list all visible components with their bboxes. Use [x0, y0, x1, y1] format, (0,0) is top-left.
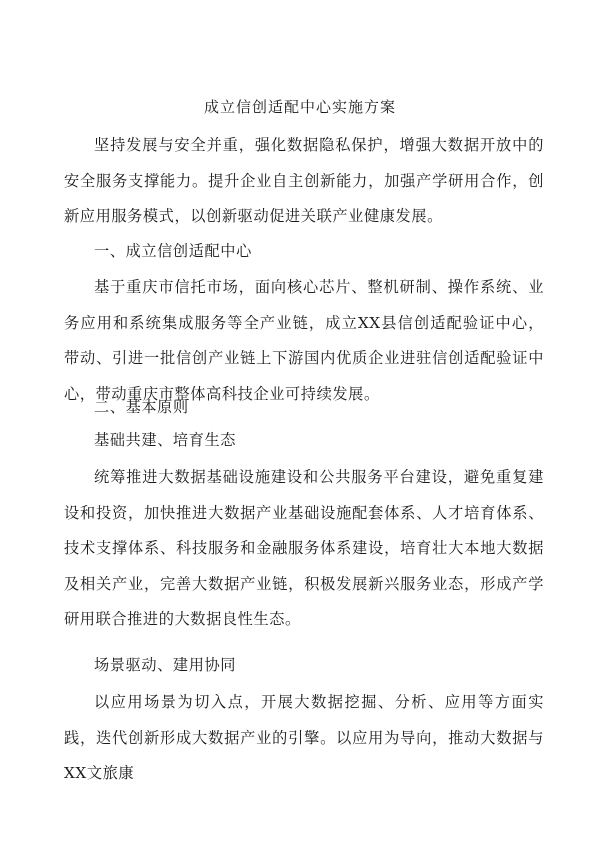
- principle1-paragraph: 统筹推进大数据基础设施建设和公共服务平台建设，避免重复建设和投资，加快推进大数据产业基础设施配套体系、人才培育体系、技术支撑体系、科技服务和金融服务体系建设，培育壮大本地大数据及相关产业，完善大数据产业链，积极发展新兴服务业态，形成产学研用联合推进的大数据良性生态。: [64, 468, 544, 628]
- document-title: 成立信创适配中心实施方案: [203, 98, 396, 116]
- section1-paragraph: 基于重庆市信托市场，面向核心芯片、整机研制、操作系统、业务应用和系统集成服务等全产业链，成立XX县信创适配验证中心，带动、引进一批信创产业链上下游国内优质企业进驻信创适配验证中心，带动重庆市整体高科技企业可持续发展。: [64, 278, 544, 403]
- section2-heading: 二、基本原则: [94, 398, 189, 416]
- principle2-paragraph: 以应用场景为切入点，开展大数据挖掘、分析、应用等方面实践，迭代创新形成大数据产业的引擎。以应用为导向，推动大数据与XX文旅康: [64, 693, 544, 782]
- principle1-title: 基础共建、培育生态: [94, 431, 237, 449]
- section1-heading: 一、成立信创适配中心: [94, 242, 252, 260]
- principle2-title: 场景驱动、建用协同: [94, 656, 237, 674]
- intro-paragraph: 坚持发展与安全并重，强化数据隐私保护，增强大数据开放中的安全服务支撑能力。提升企业自主创新能力，加强产学研用合作，创新应用服务模式，以创新驱动促进关联产业健康发展。: [64, 136, 544, 225]
